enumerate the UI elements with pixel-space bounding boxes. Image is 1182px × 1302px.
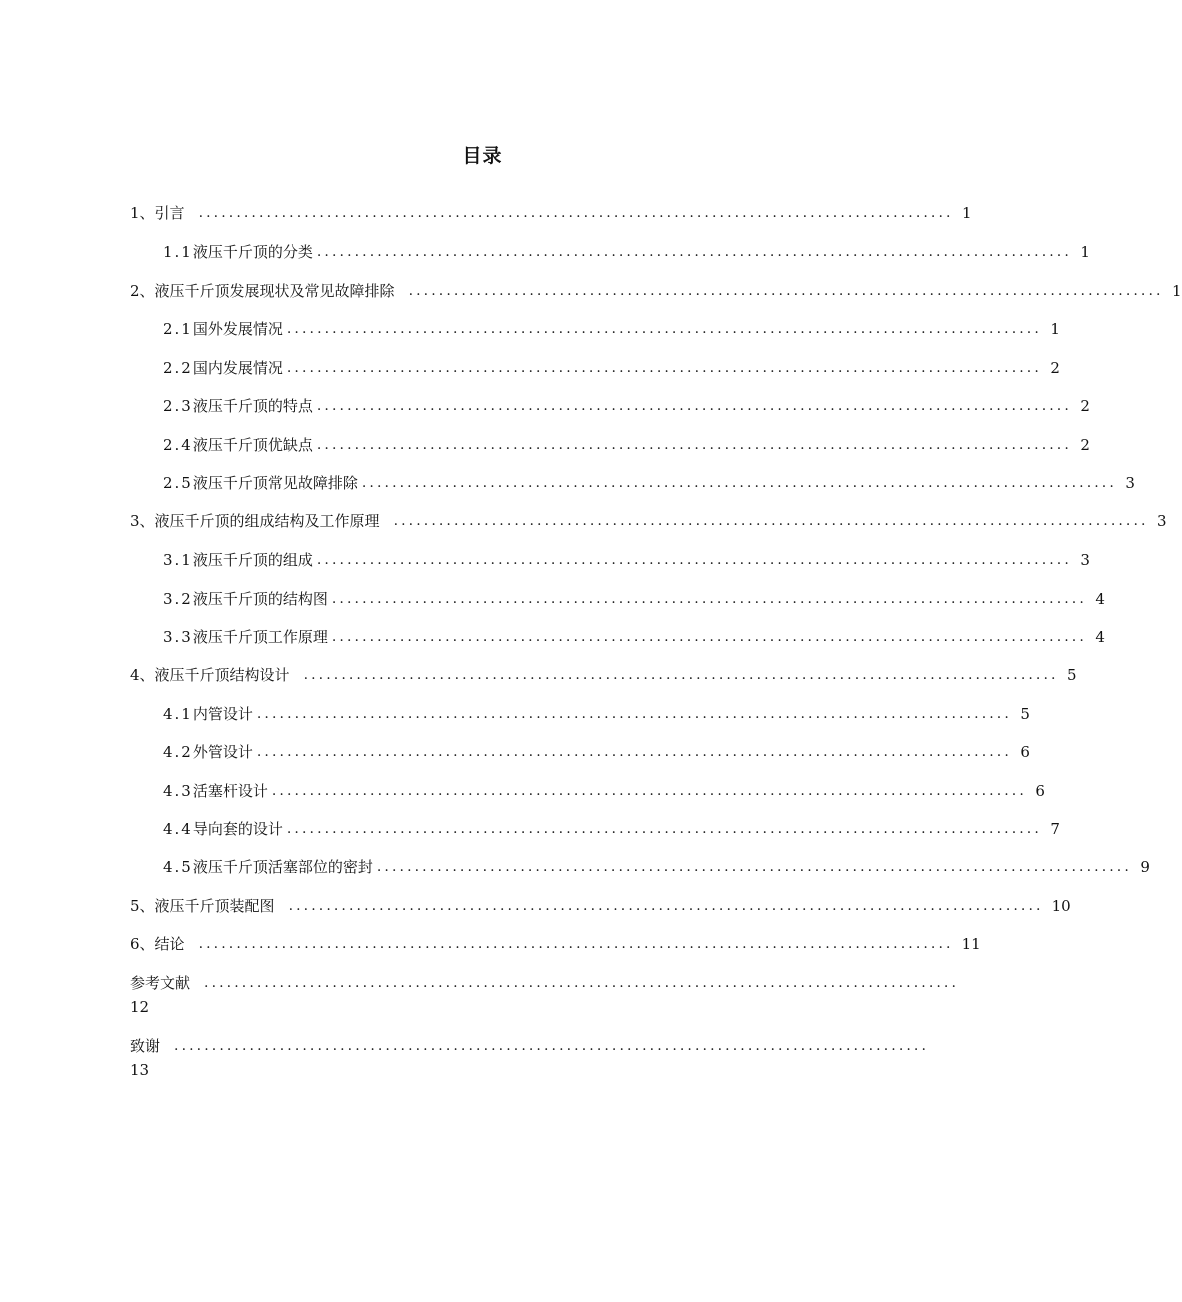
toc-entry-page: 10 bbox=[1051, 897, 1071, 915]
toc-dot-leader: .................................................................................................... bbox=[331, 591, 1087, 607]
toc-entry-number: 2.5 bbox=[163, 474, 193, 492]
toc-entry-page: 3 bbox=[1125, 474, 1135, 492]
toc-dot-leader: .................................................................................................... bbox=[361, 475, 1117, 491]
toc-entry[interactable] bbox=[163, 394, 1090, 418]
toc-entry-page: 4 bbox=[1095, 628, 1105, 646]
toc-dot-leader: .................................................................................................... bbox=[316, 552, 1072, 568]
toc-entry[interactable] bbox=[163, 625, 1105, 649]
toc-entry-label: 活塞杆设计 bbox=[192, 782, 268, 800]
toc-entry-number: 4.1 bbox=[163, 705, 193, 723]
toc-entry-page: 1 bbox=[1172, 282, 1182, 300]
toc-dot-leader: .................................................................................................... bbox=[408, 283, 1164, 299]
toc-entry[interactable] bbox=[163, 356, 1060, 380]
toc-entry-page: 6 bbox=[1020, 743, 1030, 761]
toc-entry[interactable] bbox=[163, 433, 1090, 457]
toc-entry-label: 液压千斤顶的结构图 bbox=[192, 590, 328, 608]
toc-entry[interactable] bbox=[130, 663, 1077, 687]
toc-entry-label: 外管设计 bbox=[192, 743, 253, 761]
toc-entry[interactable] bbox=[163, 240, 1090, 264]
toc-entry-label: 液压千斤顶优缺点 bbox=[192, 436, 313, 454]
toc-dot-leader: .................................................................................................... bbox=[256, 706, 1012, 722]
toc-entry[interactable] bbox=[163, 587, 1105, 611]
toc-entry-label: 液压千斤顶发展现状及常见故障排除 bbox=[154, 282, 395, 300]
toc-entry-page: 5 bbox=[1020, 705, 1030, 723]
toc-entry-page: 2 bbox=[1080, 397, 1090, 415]
toc-dot-leader: .................................................................................................... bbox=[393, 513, 1149, 529]
toc-entry-label: 液压千斤顶装配图 bbox=[154, 897, 275, 915]
toc-entry-label: 国内发展情况 bbox=[192, 359, 283, 377]
toc-entry-page: 7 bbox=[1050, 820, 1060, 838]
toc-entry-label: 液压千斤顶的特点 bbox=[192, 397, 313, 415]
toc-entry[interactable] bbox=[130, 509, 1167, 533]
toc-entry-number: 2.2 bbox=[163, 359, 193, 377]
toc-entry-label: 国外发展情况 bbox=[192, 320, 283, 338]
toc-entry[interactable] bbox=[130, 279, 1182, 303]
toc-entry-label: 液压千斤顶常见故障排除 bbox=[192, 474, 358, 492]
toc-dot-leader: .................................................................................................... bbox=[286, 821, 1042, 837]
toc-entry-label: 参考文献 bbox=[130, 974, 191, 992]
toc-entry-page: 2 bbox=[1080, 436, 1090, 454]
toc-dot-leader: .................................................................................................... bbox=[286, 360, 1042, 376]
toc-entry-number: 4.3 bbox=[163, 782, 193, 800]
toc-dot-leader: .................................................................................................... bbox=[256, 744, 1012, 760]
toc-entry-label: 引言 bbox=[154, 204, 185, 222]
toc-entry[interactable] bbox=[163, 702, 1030, 726]
toc-entry-page: 2 bbox=[1050, 359, 1060, 377]
toc-entry-number: 3、 bbox=[130, 512, 155, 530]
toc-entry-number: 2.3 bbox=[163, 397, 193, 415]
toc-entry-number: 4.4 bbox=[163, 820, 193, 838]
toc-entry-page: 1 bbox=[1080, 243, 1090, 261]
toc-entry-number: 4.2 bbox=[163, 743, 193, 761]
toc-entry-page: 3 bbox=[1080, 551, 1090, 569]
toc-entry-page: 9 bbox=[1140, 858, 1150, 876]
toc-dot-leader: .................................................................................................... bbox=[174, 1038, 930, 1054]
toc-entry-page: 4 bbox=[1095, 590, 1105, 608]
toc-entry[interactable] bbox=[130, 201, 972, 225]
toc-entry-page: 11 bbox=[961, 935, 981, 953]
toc-entry-number: 2.4 bbox=[163, 436, 193, 454]
toc-entry[interactable] bbox=[163, 317, 1060, 341]
toc-dot-leader: .................................................................................................... bbox=[303, 667, 1059, 683]
toc-dot-leader: .................................................................................................... bbox=[204, 975, 960, 991]
toc-entry-number: 2、 bbox=[130, 282, 155, 300]
toc-entry-page: 5 bbox=[1067, 666, 1077, 684]
toc-dot-leader: .................................................................................................... bbox=[316, 437, 1072, 453]
toc-entry[interactable] bbox=[163, 471, 1135, 495]
toc-entry-page: 1 bbox=[962, 204, 972, 222]
toc-entry-label: 液压千斤顶活塞部位的密封 bbox=[192, 858, 373, 876]
toc-entry-number: 2.1 bbox=[163, 320, 193, 338]
toc-entry-number: 5、 bbox=[130, 897, 155, 915]
toc-dot-leader: .................................................................................................... bbox=[198, 205, 954, 221]
toc-entry-number: 1.1 bbox=[163, 243, 193, 261]
toc-dot-leader: .................................................................................................... bbox=[376, 859, 1132, 875]
toc-entry-page: 3 bbox=[1157, 512, 1167, 530]
toc-dot-leader: .................................................................................................... bbox=[271, 783, 1027, 799]
toc-dot-leader: .................................................................................................... bbox=[316, 244, 1072, 260]
toc-dot-leader: .................................................................................................... bbox=[198, 936, 954, 952]
toc-entry-number: 4、 bbox=[130, 666, 155, 684]
toc-dot-leader: .................................................................................................... bbox=[288, 898, 1044, 914]
toc-entry-label: 致谢 bbox=[130, 1037, 161, 1055]
toc-dot-leader: .................................................................................................... bbox=[331, 629, 1087, 645]
toc-entry[interactable] bbox=[163, 817, 1060, 841]
toc-entry[interactable] bbox=[130, 1034, 930, 1082]
toc-entry-label: 结论 bbox=[154, 935, 185, 953]
toc-entry-label: 内管设计 bbox=[192, 705, 253, 723]
toc-entry-page: 13 bbox=[130, 1061, 150, 1079]
toc-entry[interactable] bbox=[163, 740, 1030, 764]
toc-entry-label: 液压千斤顶结构设计 bbox=[154, 666, 290, 684]
toc-entry-label: 液压千斤顶的分类 bbox=[192, 243, 313, 261]
toc-entry-page: 1 bbox=[1050, 320, 1060, 338]
toc-entry-number: 1、 bbox=[130, 204, 155, 222]
toc-title: 目录 bbox=[462, 145, 503, 167]
toc-entry-number: 4.5 bbox=[163, 858, 193, 876]
toc-entry-page: 12 bbox=[130, 998, 150, 1016]
toc-entry-page: 6 bbox=[1035, 782, 1045, 800]
toc-entry-label: 液压千斤顶的组成 bbox=[192, 551, 313, 569]
toc-entry[interactable] bbox=[163, 855, 1150, 879]
toc-entry-number: 3.2 bbox=[163, 590, 193, 608]
toc-entry-number: 3.1 bbox=[163, 551, 193, 569]
toc-entry-label: 导向套的设计 bbox=[192, 820, 283, 838]
toc-entry[interactable] bbox=[130, 932, 981, 956]
toc-dot-leader: .................................................................................................... bbox=[286, 321, 1042, 337]
toc-entry[interactable] bbox=[130, 894, 1071, 918]
toc-entry[interactable] bbox=[130, 971, 960, 1019]
toc-entry-label: 液压千斤顶工作原理 bbox=[192, 628, 328, 646]
toc-dot-leader: .................................................................................................... bbox=[316, 398, 1072, 414]
toc-entry-number: 6、 bbox=[130, 935, 155, 953]
toc-entry[interactable] bbox=[163, 548, 1090, 572]
toc-entry-label: 液压千斤顶的组成结构及工作原理 bbox=[154, 512, 380, 530]
toc-entry[interactable] bbox=[163, 779, 1045, 803]
toc-entry-number: 3.3 bbox=[163, 628, 193, 646]
